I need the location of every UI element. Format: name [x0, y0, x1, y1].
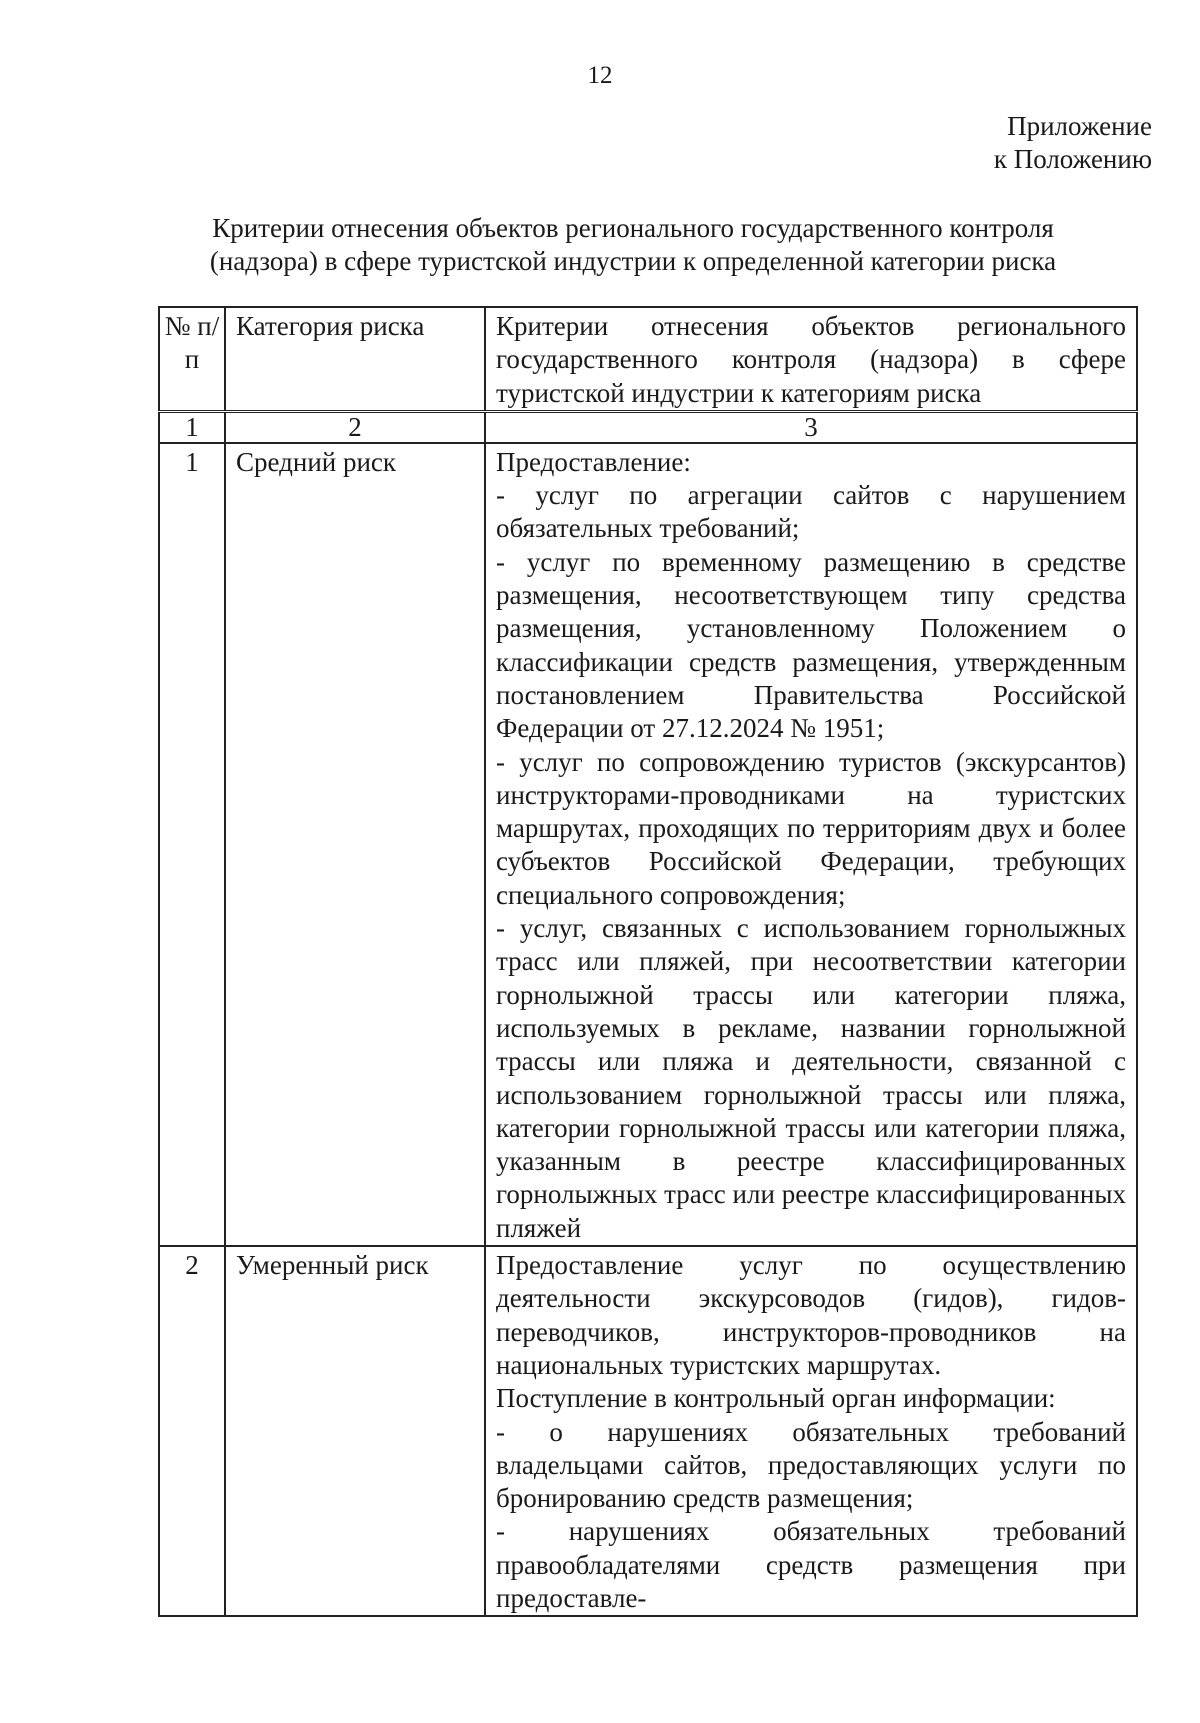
row-number: 1: [159, 443, 225, 1246]
header-criteria: Критерии отнесения объектов регионального государственного контроля (надзора) в сфере туристской индустрии к категориям риска: [485, 307, 1137, 411]
document-title: [150, 212, 1116, 278]
risk-criteria: [485, 443, 1137, 1246]
risk-criteria: [485, 1246, 1137, 1616]
criteria-paragraph: Предоставление услуг по осуществлению деятельности экскурсоводов (гидов), гидов-переводчиков, инструкторов-проводников на национальных туристских маршрутах.: [496, 1250, 1126, 1380]
table-row: [159, 443, 1137, 1246]
appendix-line-2: к Положению: [993, 144, 1152, 174]
table-row: [159, 1246, 1137, 1616]
index-cell-2: 2: [225, 411, 485, 443]
header-risk-category: Категория риска: [225, 307, 485, 411]
risk-category: Средний риск: [225, 443, 485, 1246]
header-number: № п/п: [159, 307, 225, 411]
index-cell-3: 3: [485, 411, 1137, 443]
criteria-paragraph: - услуг, связанных с использованием горнолыжных трасс или пляжей, при несоответствии категории горнолыжной трассы или категории пляжа, используемых в рекламе, названии горнолыжной трассы или пляжа и деятельности, связанной с использованием горнолыжной трассы или пляжа, категории горнолыжной трассы или категории пляжа, указанным в реестре классифицированных горнолыжных трасс или реестре классифицированных пляжей: [496, 913, 1126, 1243]
criteria-paragraph: Предоставление:: [496, 446, 691, 477]
appendix-label: [994, 110, 1152, 176]
criteria-paragraph: Поступление в контрольный орган информации:: [496, 1383, 1056, 1414]
risk-category: Умеренный риск: [225, 1246, 485, 1616]
risk-criteria-table: [158, 306, 1138, 1617]
criteria-paragraph: - о нарушениях обязательных требований владельцами сайтов, предоставляющих услуги по бронированию средств размещения;: [496, 1416, 1126, 1514]
appendix-line-1: Приложение: [1007, 111, 1152, 141]
document-title-line-1: Критерии отнесения объектов регионального государственного контроля: [212, 213, 1054, 243]
page-number: 12: [587, 62, 613, 89]
table-header-row: [159, 307, 1137, 411]
criteria-paragraph: - услуг по сопровождению туристов (экскурсантов) инструкторами-проводниками на туристских маршрутах, проходящих по территориям двух и более субъектов Российской Федерации, требующих специального сопровождения;: [496, 746, 1126, 910]
criteria-paragraph: - нарушениях обязательных требований правообладателями средств размещения при предоставле-: [496, 1516, 1126, 1613]
criteria-paragraph: - услуг по агрегации сайтов с нарушением обязательных требований;: [496, 480, 1126, 544]
row-number: 2: [159, 1246, 225, 1616]
index-cell-1: 1: [159, 411, 225, 443]
table-index-row: [159, 411, 1137, 443]
document-title-line-2: (надзора) в сфере туристской индустрии к определенной категории риска: [209, 246, 1057, 276]
criteria-paragraph: - услуг по временному размещению в средстве размещения, несоответствующем типу средства размещения, установленному Положением о классификации средств размещения, утвержденным постановлением Правительства Российской Федерации от 27.12.2024 № 1951;: [496, 546, 1126, 744]
